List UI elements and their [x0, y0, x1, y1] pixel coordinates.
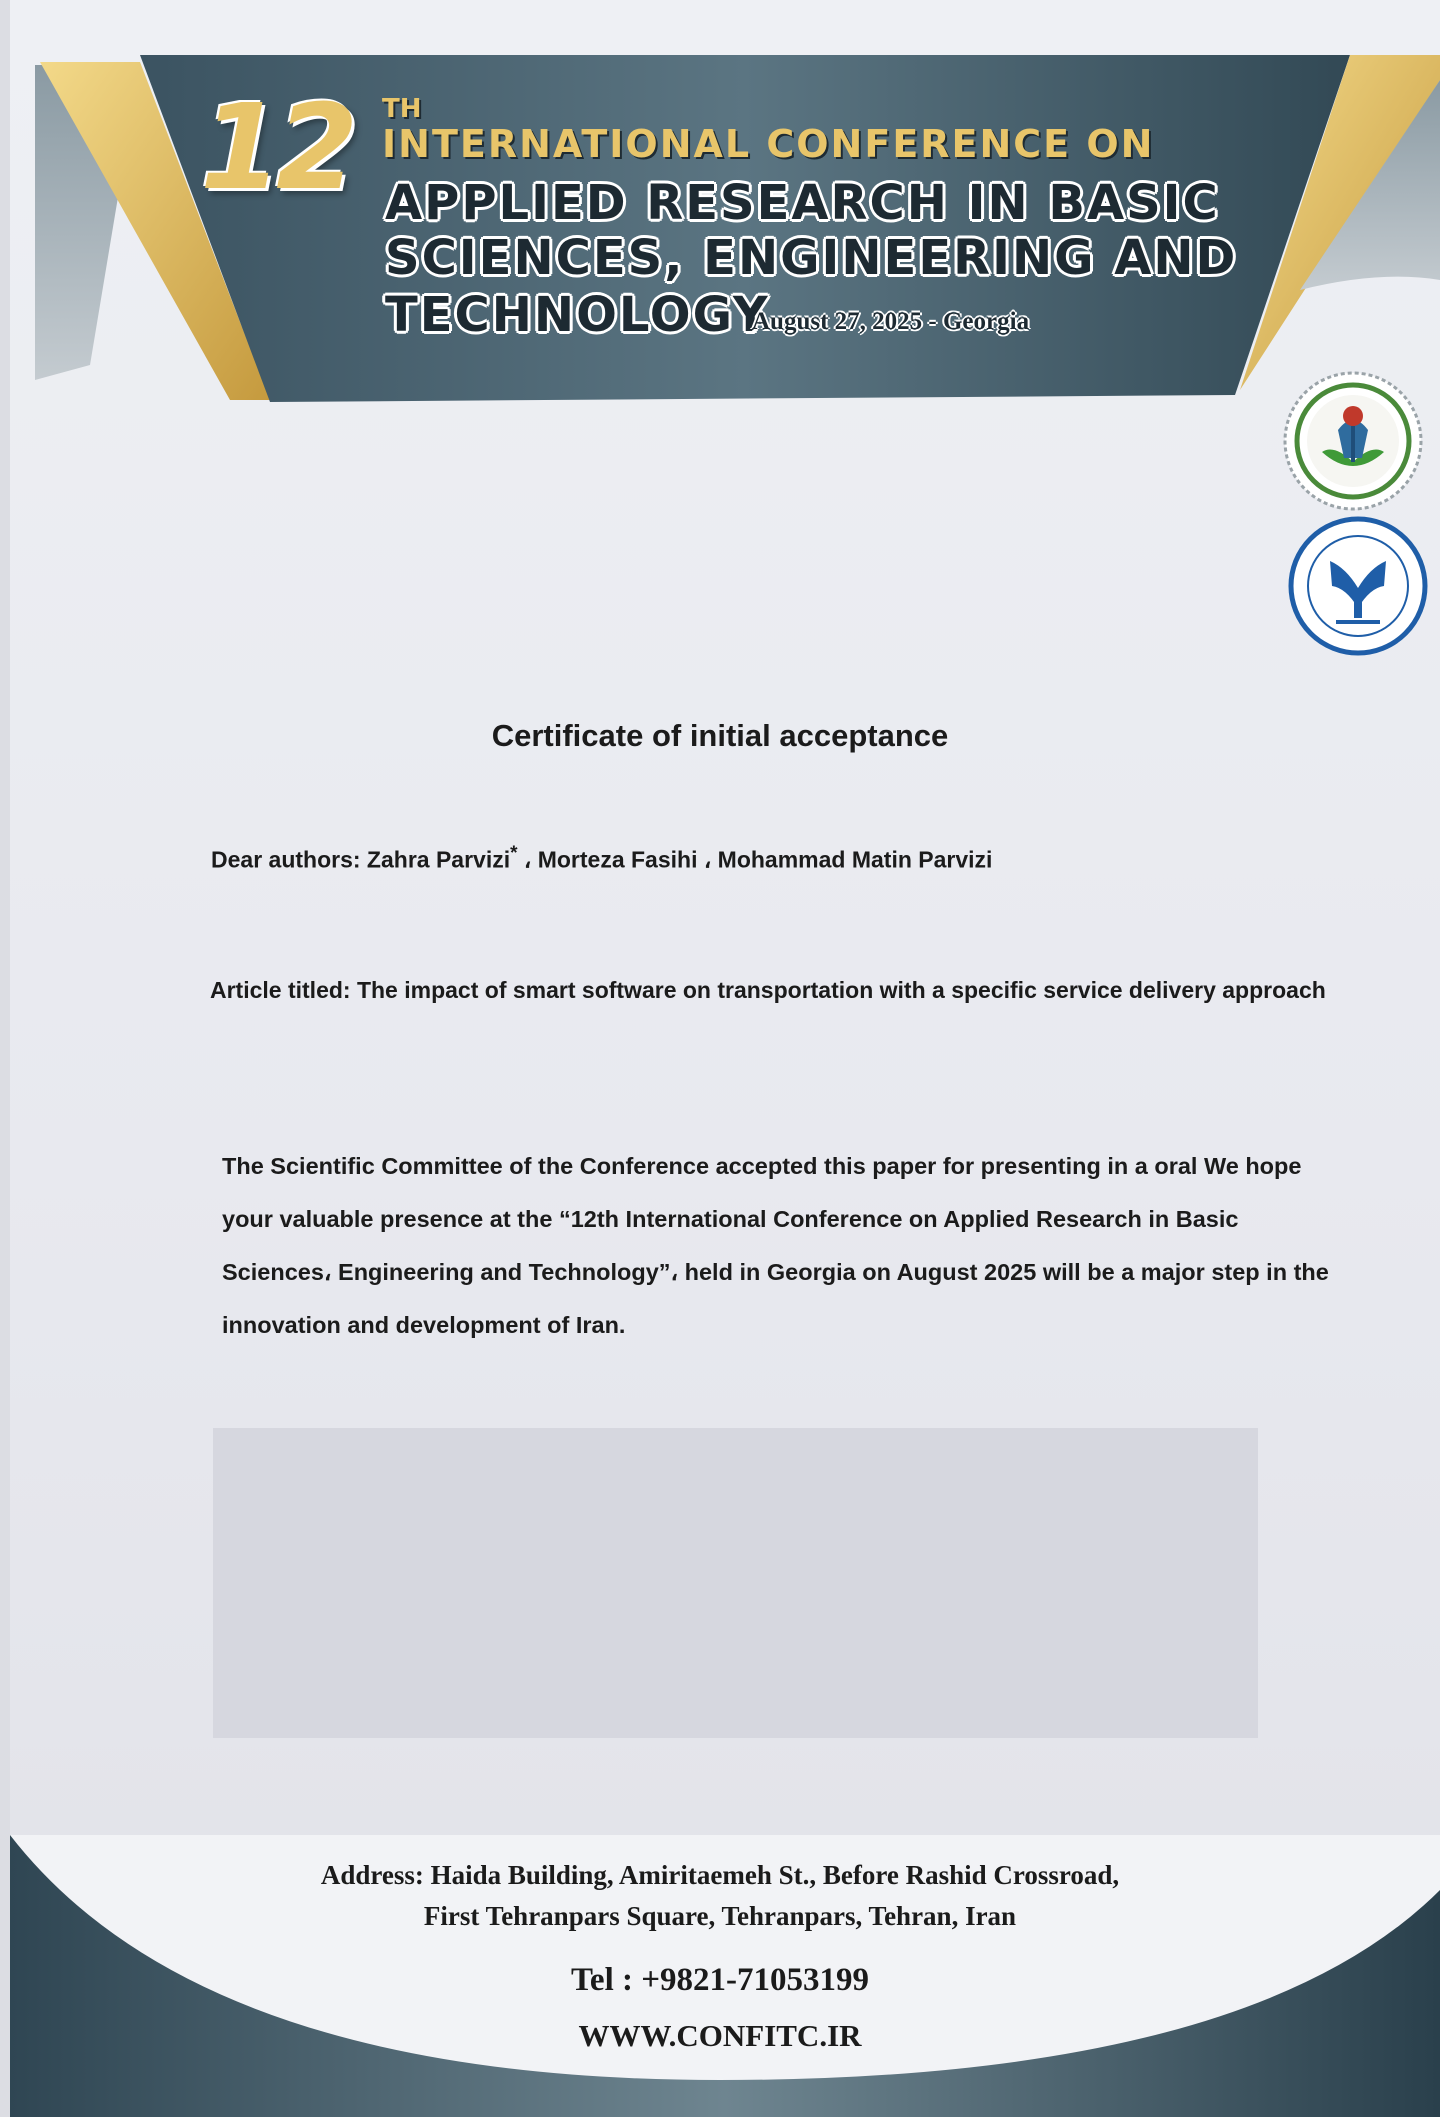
authors-line [211, 838, 992, 876]
conference-number: 12 [200, 78, 353, 216]
certificate-title: Certificate of initial acceptance [491, 718, 949, 753]
address-line2: First Tehranpars Square, Tehranpars, Tehran, Iran [423, 1901, 1017, 1931]
ordinal-suffix: TH [382, 94, 422, 124]
acceptance-statement: The Scientific Committee of the Conference accepted this paper for presenting in a oral We hope your valuable presence at the “12th International Conference on Applied Research in Basic Sciences، Engineering and Technology”، held in Georgia on August 2025 will be a major step in the innovation and development of Iran. [222, 1153, 1329, 1338]
conference-date: August 27, 2025 - Georgia [752, 308, 1030, 335]
address-line1: Address: Haida Building, Amiritaemeh St., Before Rashid Crossroad, [320, 1860, 1120, 1890]
article-title: Article titled: The impact of smart software on transportation with a specific service delivery approach [210, 977, 1326, 1003]
corresponding-author-mark: * [510, 843, 518, 864]
conference-title-line2: APPLIED RESEARCH IN BASIC [385, 175, 1220, 231]
website-link[interactable]: WWW.CONFITC.IR [578, 2018, 862, 2053]
conference-title-line4: TECHNOLOGY [385, 287, 770, 343]
authors-first: Dear authors: Zahra Parvizi [211, 846, 511, 873]
conference-title-line1: INTERNATIONAL CONFERENCE ON [382, 122, 1155, 166]
research-organization-seal-icon [1288, 516, 1428, 656]
telephone: Tel : +9821-71053199 [570, 1962, 870, 1998]
authors-rest: ، Morteza Fasihi ، Mohammad Matin Parvizi [517, 846, 993, 873]
community-college-seal-icon [1282, 370, 1424, 512]
redacted-area [213, 1428, 1258, 1738]
conference-title-line3: SCIENCES, ENGINEERING AND [385, 230, 1238, 286]
